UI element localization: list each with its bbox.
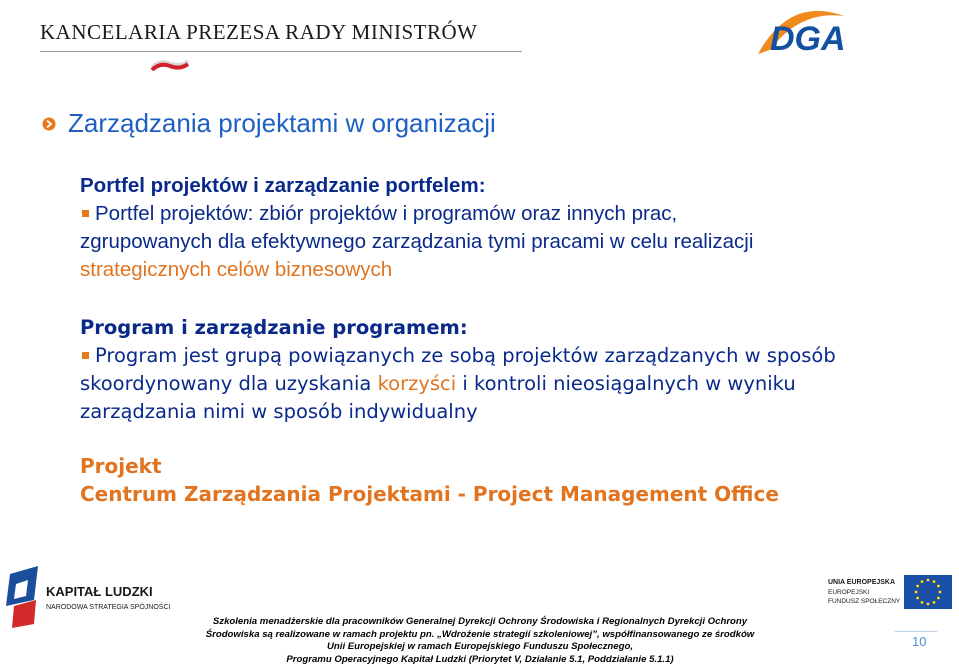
- footer-line-4: Programu Operacyjnego Kapitał Ludzki (Priorytet V, Działanie 5.1, Poddziałanie 5.1.1): [200, 654, 760, 666]
- page-number-divider: [895, 631, 937, 632]
- footer-line-2: Środowiska są realizowane w ramach projektu pn. „Wdrożenie strategii szkoleniowej”, współfinansowanego ze środków: [200, 629, 760, 642]
- polish-flag-icon: [150, 57, 190, 71]
- project-section: [80, 452, 880, 508]
- program-highlight: korzyści: [378, 372, 457, 395]
- portfolio-text: Portfel projektów: zbiór projektów i programów oraz innych prac, zgrupowanych dla efektywnego zarządzania tymi pracami w celu realizacji: [80, 202, 753, 253]
- eu-line1: UNIA EUROPEJSKA: [828, 579, 895, 586]
- header-divider: [40, 51, 522, 52]
- square-bullet-icon: [82, 210, 89, 217]
- footer-line-3: Unii Europejskiej w ramach Europejskiego Funduszu Społecznego,: [200, 641, 760, 654]
- footer-funding-note: [200, 616, 760, 666]
- program-heading: Program i zarządzanie programem:: [80, 314, 840, 342]
- portfolio-heading: Portfel projektów i zarządzanie portfelem:: [80, 172, 800, 200]
- portfolio-highlight: strategicznych celów biznesowych: [80, 258, 392, 281]
- footer-line-1: Szkolenia menadżerskie dla pracowników Generalnej Dyrekcji Ochrony Środowiska i Regionalnych Dyrekcji Ochrony: [200, 616, 760, 629]
- organization-title: KANCELARIA PREZESA RADY MINISTRÓW: [40, 20, 477, 45]
- kl-subtitle: NARODOWA STRATEGIA SPÓJNOŚCI: [46, 602, 171, 611]
- kapital-ludzki-logo: [6, 566, 176, 628]
- pmo-line: Centrum Zarządzania Projektami - Project Management Office: [80, 480, 880, 508]
- kl-title: KAPITAŁ LUDZKI: [46, 584, 153, 599]
- program-bullet: [80, 342, 840, 426]
- eu-line3: FUNDUSZ SPOŁECZNY: [828, 598, 901, 605]
- portfolio-bullet: [80, 200, 800, 284]
- eu-line2: EUROPEJSKI: [828, 589, 869, 596]
- title-bullet-icon: [42, 117, 56, 131]
- eu-social-fund-logo: [826, 572, 954, 612]
- square-bullet-icon: [82, 352, 89, 359]
- portfolio-section: [80, 172, 800, 284]
- page-number: 10: [912, 634, 926, 649]
- program-text: Program jest grupą powiązanych ze sobą projektów zarządzanych w sposób skoordynowany dla uzyskania: [80, 344, 836, 395]
- dga-logo-text: DGA: [770, 20, 846, 58]
- project-line: Projekt: [80, 452, 880, 480]
- program-section: [80, 314, 840, 426]
- slide-title: Zarządzania projektami w organizacji: [68, 108, 496, 139]
- dga-logo: [750, 6, 850, 66]
- program-text-end: i kontroli nieosiągalnych w wyniku zarządzania nimi w sposób indywidualny: [80, 372, 796, 423]
